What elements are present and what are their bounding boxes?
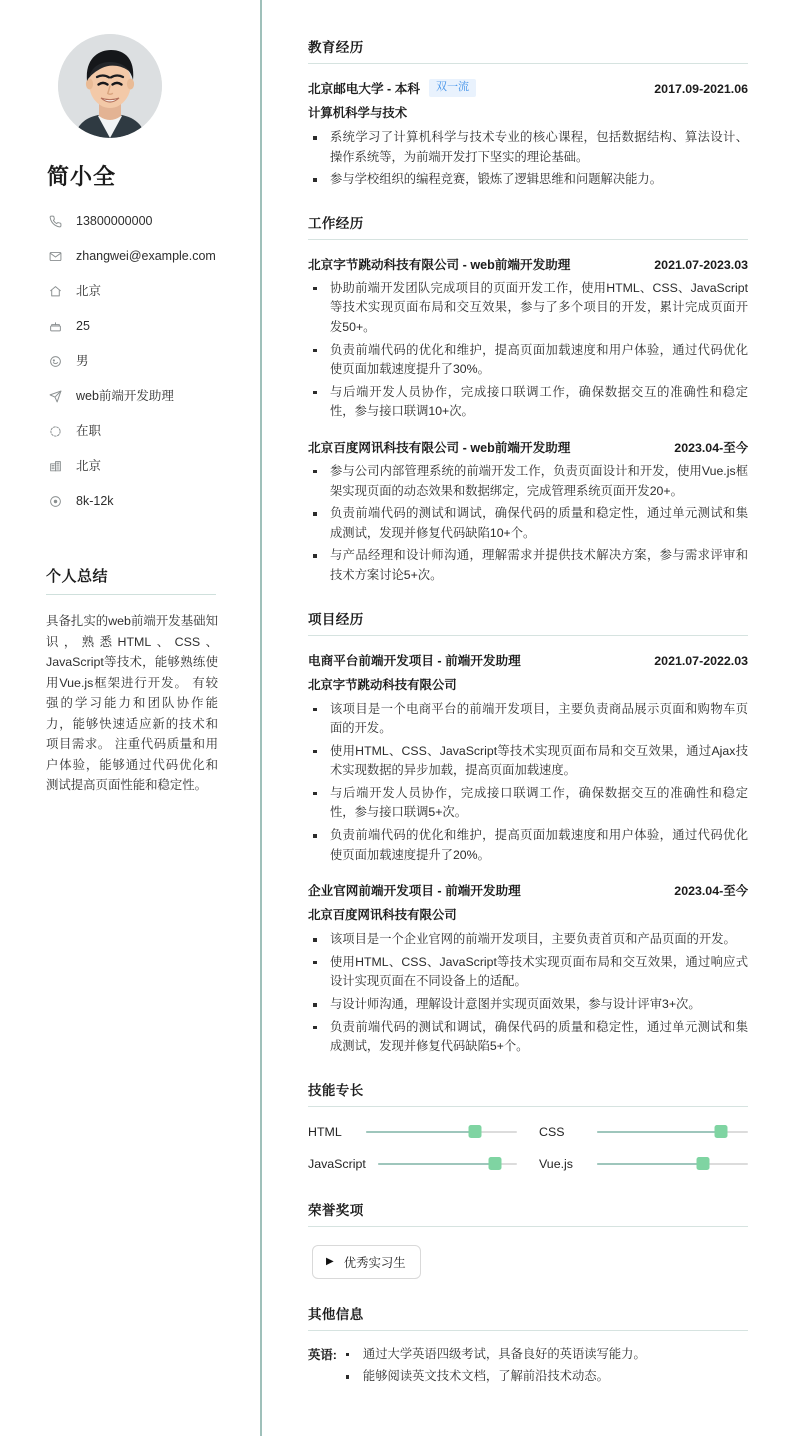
honors-list [308,1241,748,1281]
bullet-item: 该项目是一个企业官网的前端开发项目，主要负责首页和产品页面的开发。 [308,930,748,950]
skill-row-html [308,1125,517,1139]
entry-title: 北京邮电大学 - 本科 [308,82,420,96]
bullet-item: 参与公司内部管理系统的前端开发工作，负责页面设计和开发，使用Vue.js框架实现页面的动态效果和数据绑定，完成管理系统页面开发20+。 [308,462,748,501]
section-title: 教育经历 [308,40,364,55]
contact-row-status [46,419,236,443]
contact-row-email [46,244,236,268]
entry-date: 2021.07-2022.03 [654,653,748,668]
entry-header [308,78,748,97]
entry-subtitle: 北京字节跳动科技有限公司 [308,677,457,692]
education-entry [308,78,748,190]
skill-label: CSS [539,1124,565,1139]
skill-slider[interactable] [366,1125,517,1139]
bullet-item: 与后端开发人员协作，完成接口联调工作，确保数据交互的准确性和稳定性，参与接口联调10+次。 [308,383,748,422]
entry-header [308,254,748,273]
entry-header [308,650,748,669]
section-honors [308,1199,748,1281]
phone-icon [46,214,64,228]
main-content [262,0,794,1436]
entry-title: 北京百度网讯科技有限公司 - web前端开发助理 [308,440,571,455]
skill-slider[interactable] [378,1157,517,1171]
contact-value: 北京 [76,458,102,473]
bullet-item: 使用HTML、CSS、JavaScript等技术实现页面布局和交互效果，通过响应式设计实现页面在不同设备上的适配。 [308,953,748,992]
contact-row-position [46,384,236,408]
bullet-item: 负责前端代码的测试和调试，确保代码的质量和稳定性，通过单元测试和集成测试，发现并修复代码缺陷10+个。 [308,504,748,543]
gender-icon [46,354,64,368]
entry-bullets [308,930,748,1057]
contact-value: zhangwei@example.com [76,248,216,263]
entry-header [308,880,748,899]
contact-value: 8k-12k [76,493,114,508]
person-name: 简小全 [47,164,117,189]
entry-header [308,437,748,456]
avatar [58,34,162,138]
section-title: 项目经历 [308,611,364,627]
section-education [308,36,748,190]
slider-fill [597,1163,703,1165]
entry-title-group [308,254,570,273]
project-entry [308,650,748,866]
slider-fill [597,1131,721,1133]
building-icon [46,459,64,473]
bullet-item: 能够阅读英文技术文档，了解前沿技术动态。 [341,1367,748,1387]
bullet-item: 该项目是一个电商平台的前端开发项目，主要负责商品展示页面和购物车页面的开发。 [308,700,748,739]
slider-knob[interactable] [696,1157,709,1170]
contact-value: 北京 [76,283,102,298]
entry-date: 2023.04-至今 [674,440,748,455]
section-title: 其他信息 [308,1306,364,1322]
contact-value: web前端开发助理 [76,388,174,403]
work-entry [308,254,748,422]
status-badge: 双一流 [429,79,476,97]
entry-title-group [308,650,521,669]
slider-fill [378,1163,495,1165]
entry-title: 企业官网前端开发项目 - 前端开发助理 [308,884,521,899]
other-info-row [308,1345,748,1390]
section-projects [308,608,748,1057]
play-triangle-icon: ▶ [326,1255,334,1267]
skill-slider[interactable] [597,1125,748,1139]
paper-plane-icon [46,389,64,403]
entry-bullets [308,462,748,586]
section-title: 技能专长 [308,1082,364,1098]
summary-section [46,565,236,796]
section-divider [308,1226,748,1227]
slider-knob[interactable] [468,1125,481,1138]
skills-grid [308,1121,748,1177]
home-icon [46,284,64,298]
entry-date: 2021.07-2023.03 [654,257,748,272]
entry-subtitle: 北京百度网讯科技有限公司 [308,908,457,923]
contact-row-age [46,314,236,338]
salary-icon [46,494,64,508]
section-skills [308,1079,748,1177]
section-title: 荣誉奖项 [308,1202,364,1218]
section-work [308,212,748,586]
summary-divider [46,594,216,595]
slider-knob[interactable] [488,1157,501,1170]
slider-knob[interactable] [714,1125,727,1138]
award-button[interactable] [312,1245,421,1279]
section-divider [308,1106,748,1107]
project-entry [308,880,748,1057]
entry-title: 北京字节跳动科技有限公司 - web前端开发助理 [308,257,571,272]
sidebar [0,0,262,1436]
envelope-icon [46,249,64,263]
section-divider [308,63,748,64]
bullet-item: 通过大学英语四级考试，具备良好的英语读写能力。 [341,1345,748,1365]
entry-title-group [308,880,521,899]
bullet-item: 使用HTML、CSS、JavaScript等技术实现页面布局和交互效果，通过Ajax技术实现数据的异步加载，提高页面加载速度。 [308,742,748,781]
section-divider [308,635,748,636]
section-divider [308,1330,748,1331]
slider-fill [366,1131,475,1133]
other-info-bullets [341,1345,748,1390]
entry-date: 2017.09-2021.06 [654,82,748,96]
skill-row-css [539,1125,748,1139]
avatar-wrapper [58,34,236,138]
contact-value: 在职 [76,423,102,438]
skill-slider[interactable] [597,1157,748,1171]
portrait-photo-icon [58,34,162,138]
summary-text: 具备扎实的web前端开发基础知识，熟悉HTML、CSS、JavaScript等技术，能够熟练使用Vue.js框架进行开发。 有较强的学习能力和团队协作能力，能够快速适应新的技术和项目需求。 注重代码质量和用户体验，能够通过代码优化和测试提高页面性能和稳定性。 [46,614,218,792]
contact-row-phone [46,209,236,233]
status-icon [46,424,64,438]
contact-row-city [46,454,236,478]
skill-label: JavaScript [308,1156,366,1171]
skill-label: HTML [308,1124,342,1139]
bullet-item: 协助前端开发团队完成项目的页面开发工作，使用HTML、CSS、JavaScript等技术实现页面布局和交互效果，参与了多个项目的开发，累计完成页面开发50+。 [308,279,748,338]
entry-bullets [308,279,748,422]
entry-bullets [308,128,748,190]
skill-row-javascript [308,1157,517,1171]
contact-value: 13800000000 [76,213,153,228]
entry-subtitle: 计算机科学与技术 [308,106,408,120]
bullet-item: 与设计师沟通，理解设计意图并实现页面效果，参与设计评审3+次。 [308,995,748,1015]
contact-value: 男 [76,353,89,368]
contact-value: 25 [76,318,90,333]
age-icon [46,319,64,333]
bullet-item: 参与学校组织的编程竞赛，锻炼了逻辑思维和问题解决能力。 [308,170,748,190]
contact-row-gender [46,349,236,373]
bullet-item: 系统学习了计算机科学与技术专业的核心课程，包括数据结构、算法设计、操作系统等，为前端开发打下坚实的理论基础。 [308,128,748,167]
entry-title-group [308,437,570,456]
entry-title: 电商平台前端开发项目 - 前端开发助理 [308,653,521,668]
section-other-info [308,1303,748,1390]
entry-bullets [308,700,748,866]
bullet-item: 与后端开发人员协作，完成接口联调工作，确保数据交互的准确性和稳定性，参与接口联调5+次。 [308,784,748,823]
contact-row-salary [46,489,236,513]
other-info-label: 英语: [308,1347,337,1362]
contact-row-hometown [46,279,236,303]
entry-date: 2023.04-至今 [674,884,748,899]
entry-title-group [308,78,476,97]
contact-list [46,209,236,513]
skill-row-vuejs [539,1157,748,1171]
bullet-item: 负责前端代码的优化和维护，提高页面加载速度和用户体验，通过代码优化使页面加载速度提升了20%。 [308,826,748,865]
award-label: 优秀实习生 [343,1255,406,1270]
bullet-item: 与产品经理和设计师沟通，理解需求并提供技术解决方案，参与需求评审和技术方案讨论5+次。 [308,546,748,585]
work-entry [308,437,748,586]
bullet-item: 负责前端代码的优化和维护，提高页面加载速度和用户体验，通过代码优化使页面加载速度提升了30%。 [308,341,748,380]
summary-title: 个人总结 [46,568,109,585]
bullet-item: 负责前端代码的测试和调试，确保代码的质量和稳定性，通过单元测试和集成测试，发现并修复代码缺陷5+个。 [308,1018,748,1057]
section-title: 工作经历 [308,215,364,231]
skill-label: Vue.js [539,1156,573,1171]
section-divider [308,239,748,240]
